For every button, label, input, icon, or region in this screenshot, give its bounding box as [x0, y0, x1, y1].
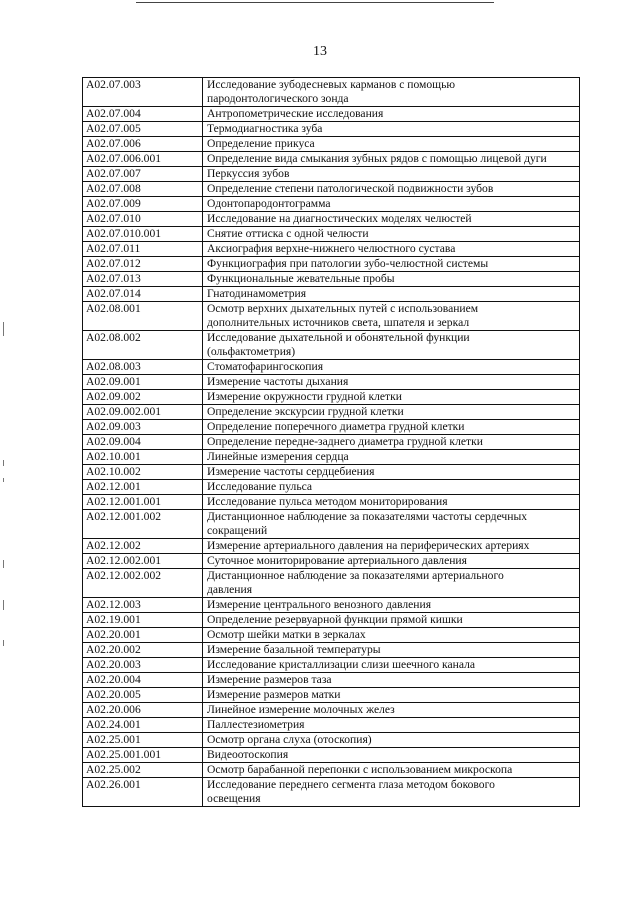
procedure-code: A02.10.001 [83, 450, 203, 465]
table-row [83, 212, 580, 227]
table-row [83, 673, 580, 688]
table-row [83, 778, 580, 807]
procedure-code: A02.07.003 [83, 78, 203, 107]
procedure-code: A02.12.001.002 [83, 510, 203, 539]
description-line: давления [207, 583, 253, 596]
procedure-code: A02.09.002.001 [83, 405, 203, 420]
procedure-description [203, 435, 580, 450]
table-row [83, 748, 580, 763]
procedure-code: A02.20.005 [83, 688, 203, 703]
procedure-description [203, 778, 580, 807]
procedure-description [203, 107, 580, 122]
margin-mark [3, 460, 4, 466]
description-line: освещения [207, 792, 261, 805]
description-line: Перкуссия зубов [207, 167, 290, 180]
procedure-description [203, 569, 580, 598]
table-row [83, 733, 580, 748]
procedure-description [203, 703, 580, 718]
procedure-description [203, 733, 580, 748]
procedure-description [203, 450, 580, 465]
procedure-code: A02.10.002 [83, 465, 203, 480]
description-line: Измерение частоты сердцебиения [207, 465, 375, 478]
procedure-description [203, 197, 580, 212]
description-line: Определение передне-заднего диаметра грудной клетки [207, 435, 483, 448]
description-line: пародонтологического зонда [207, 92, 349, 105]
procedure-code: A02.07.009 [83, 197, 203, 212]
procedure-description [203, 480, 580, 495]
procedure-code: A02.25.001.001 [83, 748, 203, 763]
procedure-code: A02.25.002 [83, 763, 203, 778]
procedure-code: A02.07.004 [83, 107, 203, 122]
table-row [83, 643, 580, 658]
description-line: Исследование пульса методом мониторирования [207, 495, 448, 508]
procedure-description [203, 510, 580, 539]
description-line: дополнительных источников света, шпателя и зеркал [207, 316, 470, 329]
procedure-description [203, 613, 580, 628]
table-row [83, 450, 580, 465]
description-line: Исследование зубодесневых карманов с помощью [207, 78, 456, 91]
table-body [83, 78, 580, 807]
procedure-description [203, 390, 580, 405]
table-row [83, 554, 580, 569]
procedure-description [203, 539, 580, 554]
procedure-code: A02.07.013 [83, 272, 203, 287]
description-line: Исследование дыхательной и обонятельной функции [207, 331, 470, 344]
page-number: 13 [313, 44, 327, 59]
description-line: Исследование переднего сегмента глаза методом бокового [207, 778, 495, 791]
procedure-description [203, 182, 580, 197]
procedure-code: A02.20.003 [83, 658, 203, 673]
procedure-code: A02.07.011 [83, 242, 203, 257]
procedure-description [203, 495, 580, 510]
table-row [83, 197, 580, 212]
margin-mark [3, 640, 4, 646]
procedure-code: A02.07.012 [83, 257, 203, 272]
procedure-code: A02.07.007 [83, 167, 203, 182]
procedure-description [203, 673, 580, 688]
procedure-description [203, 628, 580, 643]
margin-mark [3, 322, 4, 336]
description-line: Термодиагностика зуба [207, 122, 323, 135]
description-line: Измерение окружности грудной клетки [207, 390, 402, 403]
description-line: Измерение размеров таза [207, 673, 332, 686]
procedure-code: A02.08.001 [83, 302, 203, 331]
procedure-code: A02.20.006 [83, 703, 203, 718]
procedure-code: A02.25.001 [83, 733, 203, 748]
description-line: Паллестезиометрия [207, 718, 305, 731]
table-row [83, 375, 580, 390]
description-line: Измерение артериального давления на периферических артериях [207, 539, 530, 552]
description-line: Дистанционное наблюдение за показателями частоты сердечных [207, 510, 528, 523]
description-line: Определение поперечного диаметра грудной клетки [207, 420, 465, 433]
description-line: Определение степени патологической подвижности зубов [207, 182, 494, 195]
description-line: Определение вида смыкания зубных рядов с помощью лицевой дуги [207, 152, 547, 165]
table-row [83, 152, 580, 167]
table-row [83, 763, 580, 778]
table-row [83, 302, 580, 331]
table-row [83, 569, 580, 598]
table-row [83, 331, 580, 360]
table-row [83, 122, 580, 137]
description-line: Измерение размеров матки [207, 688, 341, 701]
description-line: Определение резервуарной функции прямой кишки [207, 613, 463, 626]
description-line: Исследование на диагностических моделях челюстей [207, 212, 472, 225]
procedure-description [203, 658, 580, 673]
procedure-code: A02.20.001 [83, 628, 203, 643]
description-line: сокращений [207, 524, 268, 537]
procedure-code: A02.07.006.001 [83, 152, 203, 167]
procedure-code: A02.12.002.002 [83, 569, 203, 598]
description-line: Дистанционное наблюдение за показателями артериального [207, 569, 504, 582]
procedure-description [203, 598, 580, 613]
procedure-description [203, 375, 580, 390]
description-line: Видеоотоскопия [207, 748, 289, 761]
procedure-description [203, 360, 580, 375]
description-line: Суточное мониторирование артериального давления [207, 554, 467, 567]
description-line: Измерение центрального венозного давления [207, 598, 432, 611]
procedure-description [203, 405, 580, 420]
table-row [83, 613, 580, 628]
table-row [83, 242, 580, 257]
description-line: Линейное измерение молочных желез [207, 703, 395, 716]
description-line: Осмотр верхних дыхательных путей с использованием [207, 302, 479, 315]
procedure-description [203, 302, 580, 331]
table-row [83, 495, 580, 510]
procedure-description [203, 212, 580, 227]
procedure-description [203, 763, 580, 778]
table-row [83, 435, 580, 450]
table-row [83, 360, 580, 375]
table-row [83, 628, 580, 643]
table-row [83, 227, 580, 242]
procedure-code: A02.07.010 [83, 212, 203, 227]
table-row [83, 718, 580, 733]
procedure-description [203, 78, 580, 107]
procedure-codes-table [82, 77, 580, 807]
procedure-code: A02.09.004 [83, 435, 203, 450]
description-line: Линейные измерения сердца [207, 450, 349, 463]
procedure-description [203, 122, 580, 137]
table-row [83, 598, 580, 613]
description-line: Гнатодинамометрия [207, 287, 307, 300]
procedure-code: A02.08.002 [83, 331, 203, 360]
procedure-description [203, 465, 580, 480]
description-line: (ольфактометрия) [207, 345, 296, 358]
procedure-description [203, 287, 580, 302]
table-row [83, 539, 580, 554]
margin-mark [3, 600, 4, 610]
table-row [83, 465, 580, 480]
procedure-code: A02.08.003 [83, 360, 203, 375]
procedure-code: A02.26.001 [83, 778, 203, 807]
procedure-code: A02.07.006 [83, 137, 203, 152]
procedure-code: A02.09.002 [83, 390, 203, 405]
procedure-code: A02.12.002.001 [83, 554, 203, 569]
description-line: Измерение базальной температуры [207, 643, 381, 656]
table-row [83, 480, 580, 495]
procedure-code: A02.07.008 [83, 182, 203, 197]
table-row [83, 137, 580, 152]
table-row [83, 272, 580, 287]
procedure-description [203, 748, 580, 763]
procedure-description [203, 227, 580, 242]
procedure-description [203, 137, 580, 152]
description-line: Определение прикуса [207, 137, 315, 150]
table-row [83, 703, 580, 718]
procedure-code: A02.20.004 [83, 673, 203, 688]
description-line: Осмотр шейки матки в зеркалах [207, 628, 366, 641]
procedure-description [203, 718, 580, 733]
table-row [83, 257, 580, 272]
description-line: Исследование кристаллизации слизи шеечного канала [207, 658, 476, 671]
description-line: Аксиография верхне-нижнего челюстного сустава [207, 242, 456, 255]
table-row [83, 390, 580, 405]
procedure-description [203, 242, 580, 257]
procedure-code: A02.09.003 [83, 420, 203, 435]
procedure-code: A02.12.003 [83, 598, 203, 613]
table-row [83, 658, 580, 673]
table-row [83, 167, 580, 182]
table-row [83, 688, 580, 703]
description-line: Одонтопародонтограмма [207, 197, 331, 210]
table-row [83, 405, 580, 420]
description-line: Функциональные жевательные пробы [207, 272, 395, 285]
table-row [83, 420, 580, 435]
procedure-code: A02.07.010.001 [83, 227, 203, 242]
description-line: Исследование пульса [207, 480, 313, 493]
procedure-description [203, 688, 580, 703]
procedure-code: A02.12.001.001 [83, 495, 203, 510]
margin-mark [3, 560, 4, 568]
description-line: Определение экскурсии грудной клетки [207, 405, 404, 418]
margin-mark [3, 478, 4, 482]
table-row [83, 107, 580, 122]
procedure-code: A02.09.001 [83, 375, 203, 390]
table-row [83, 182, 580, 197]
description-line: Стоматофарингоскопия [207, 360, 324, 373]
table-row [83, 287, 580, 302]
top-rule [136, 2, 494, 3]
description-line: Осмотр органа слуха (отоскопия) [207, 733, 372, 746]
procedure-description [203, 643, 580, 658]
procedure-code: A02.07.014 [83, 287, 203, 302]
procedure-description [203, 152, 580, 167]
procedure-description [203, 167, 580, 182]
procedure-code: A02.24.001 [83, 718, 203, 733]
procedure-code: A02.19.001 [83, 613, 203, 628]
description-line: Функциография при патологии зубо-челюстной системы [207, 257, 489, 270]
procedure-description [203, 331, 580, 360]
description-line: Снятие оттиска с одной челюсти [207, 227, 369, 240]
description-line: Антропометрические исследования [207, 107, 384, 120]
procedure-description [203, 554, 580, 569]
procedure-code: A02.12.001 [83, 480, 203, 495]
procedure-code: A02.07.005 [83, 122, 203, 137]
procedure-code: A02.20.002 [83, 643, 203, 658]
procedure-description [203, 420, 580, 435]
table-row [83, 510, 580, 539]
procedure-code: A02.12.002 [83, 539, 203, 554]
description-line: Измерение частоты дыхания [207, 375, 349, 388]
description-line: Осмотр барабанной перепонки с использованием микроскопа [207, 763, 513, 776]
procedure-description [203, 257, 580, 272]
procedure-description [203, 272, 580, 287]
table-row [83, 78, 580, 107]
